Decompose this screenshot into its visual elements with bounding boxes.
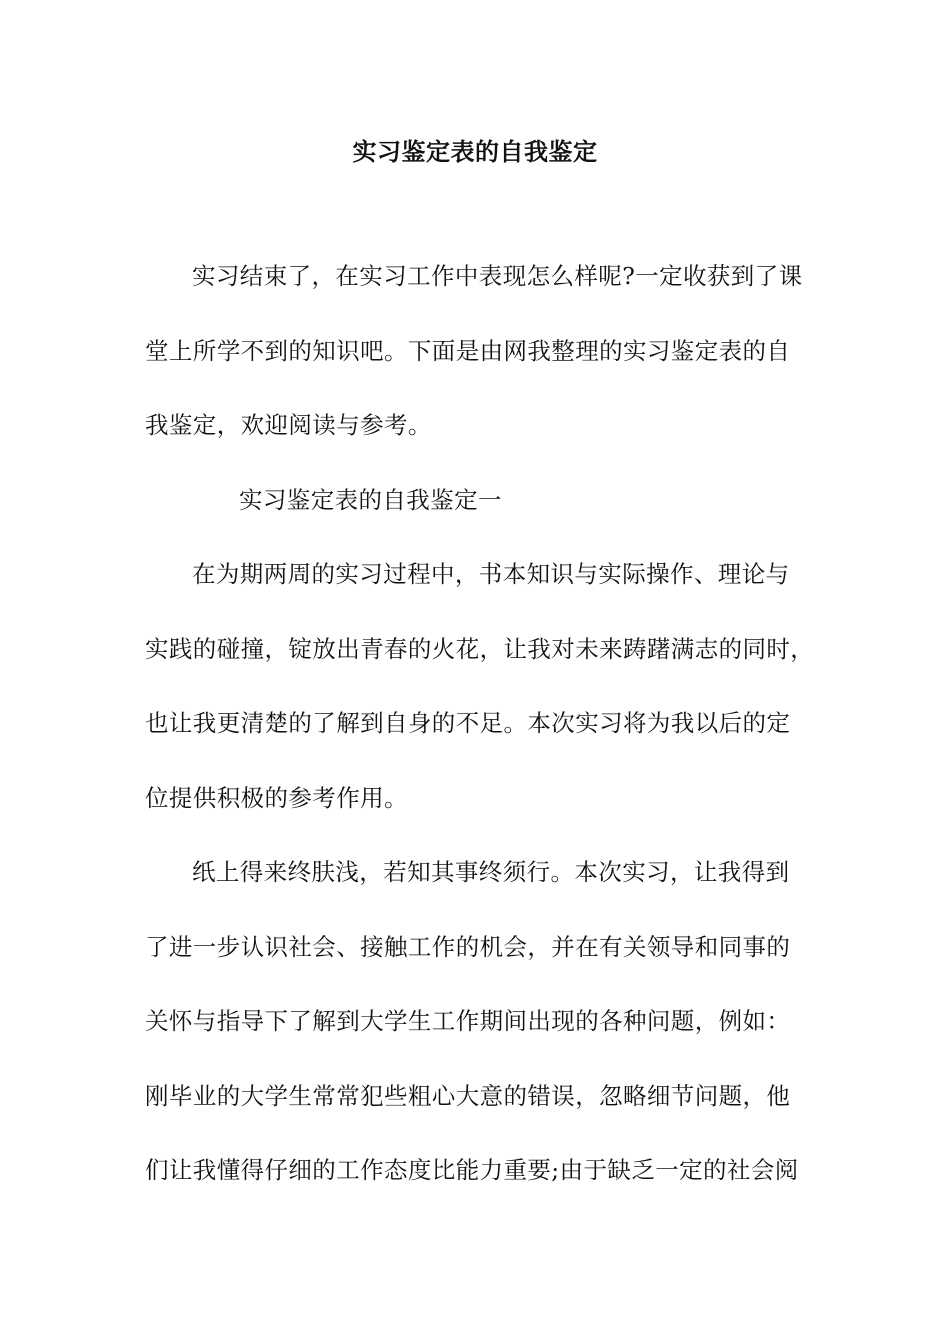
paragraph-line: 位提供积极的参考作用。: [145, 783, 408, 812]
paragraph-line: 实践的碰撞，锭放出青春的火花，让我对未来踌躇满志的同时，: [145, 634, 815, 663]
paragraph-line: 刚毕业的大学生常常犯些粗心大意的错误，忽略细节问题，他: [145, 1081, 791, 1110]
paragraph-line: 纸上得来终肤浅，若知其事终须行。本次实习，让我得到: [192, 858, 790, 886]
paragraph-line: 实习结束了，在实习工作中表现怎么样呢?一定收获到了课: [192, 262, 803, 290]
document-body: [145, 256, 825, 1225]
paragraph-line: 堂上所学不到的知识吧。下面是由网我整理的实习鉴定表的自: [145, 336, 791, 365]
paragraph-line: 们让我懂得仔细的工作态度比能力重要;由于缺乏一定的社会阅: [145, 1156, 799, 1184]
paragraph-line: 也让我更清楚的了解到自身的不足。本次实习将为我以后的定: [145, 709, 791, 737]
paragraph-line: 关怀与指导下了解到大学生工作期间出现的各种问题，例如：: [145, 1007, 791, 1035]
paragraph-line: 了进一步认识社会、接触工作的机会，并在有关领导和同事的: [145, 932, 791, 961]
document-title: 实习鉴定表的自我鉴定: [352, 137, 598, 166]
section-heading: 实习鉴定表的自我鉴定一: [239, 485, 502, 514]
paragraph-line: 我鉴定，欢迎阅读与参考。: [145, 411, 432, 439]
paragraph-line: 在为期两周的实习过程中，书本知识与实际操作、理论与: [192, 560, 790, 588]
